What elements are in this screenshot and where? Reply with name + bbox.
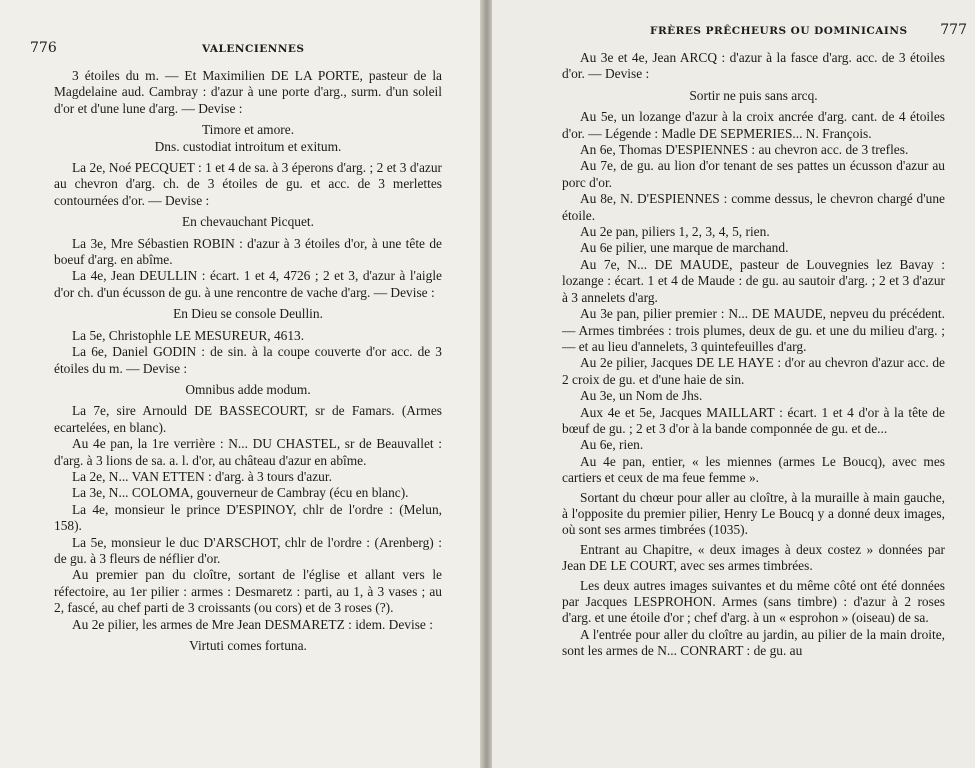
paragraph: Au 2e pilier, Jacques DE LE HAYE : d'or au chevron d'azur acc. de 2 croix de gu. et d'une haie de sin.	[562, 355, 945, 387]
right-page-number: 777	[940, 22, 967, 38]
paragraph: Au 3e pan, pilier premier : N... DE MAUDE, nepveu du précédent. — Armes timbrées : trois plumes, deux de gu. et une du milieu d'arg. ; — et au lieu d'annelets, 3 quintefeuilles d'arg.	[562, 306, 945, 354]
paragraph: La 3e, Mre Sébastien ROBIN : d'azur à 3 étoiles d'or, à une tête de boeuf d'arg. en abîme.	[54, 235, 442, 268]
paragraph: Au 4e pan, entier, « les miennes (armes Le Boucq), avec mes cartiers et ceux de ma feue femme ».	[562, 453, 945, 486]
left-page	[0, 0, 480, 768]
motto: En Dieu se console Deullin.	[173, 306, 323, 322]
paragraph: 3 étoiles du m. — Et Maximilien DE LA PORTE, pasteur de la Magdelaine aud. Cambray : d'azur à une porte d'arg., surm. d'un soleil d'or et d'une lune d'arg. — Devise :	[54, 68, 442, 116]
right-page	[492, 0, 975, 768]
paragraph: La 5e, monsieur le duc D'ARSCHOT, chlr de l'ordre : (Arenberg) : de gu. à 3 fleurs de néflier d'or.	[54, 534, 442, 566]
paragraph: La 7e, sire Arnould DE BASSECOURT, sr de Famars. (Armes ecartelées, en blanc).	[54, 403, 442, 435]
motto: Omnibus adde modum.	[185, 381, 311, 397]
motto: Timore et amore.	[201, 122, 295, 138]
paragraph: Au 6e pilier, une marque de marchand.	[580, 240, 789, 256]
paragraph: Aux 4e et 5e, Jacques MAILLART : écart. 1 et 4 d'or à la tête de bœuf de gu. ; 2 et 3 d'or à la bande componnée de gu. et de...	[562, 404, 945, 436]
right-running-title: FRÈRES PRÊCHEURS OU DOMINICAINS	[650, 25, 908, 37]
book-gutter	[480, 0, 492, 768]
right-text-body	[562, 50, 945, 660]
paragraph: La 4e, monsieur le prince D'ESPINOY, chlr de l'ordre : (Melun, 158).	[54, 501, 442, 534]
paragraph: Les deux autres images suivantes et du même côté ont été données par Jacques LESPROHON. Armes (sans timbre) : d'azur à 2 roses d'arg. et une étoile d'or ; chef d'arg. à un « esprohon » (oiseau) de sa.	[562, 577, 945, 626]
left-text-body	[54, 68, 442, 654]
paragraph: Au 3e et 4e, Jean ARCQ : d'azur à la fasce d'arg. acc. de 3 étoiles d'or. — Devise :	[562, 50, 945, 82]
paragraph: Au 5e, un lozange d'azur à la croix ancrée d'arg. cant. de 4 étoiles d'or. — Légende : Madle DE SEPMERIES... N. François.	[562, 109, 945, 141]
paragraph: La 2e, N... VAN ETTEN : d'arg. à 3 tours d'azur.	[72, 468, 332, 484]
right-running-head	[562, 22, 967, 42]
paragraph: Au 7e, de gu. au lion d'or tenant de ses pattes un écusson d'azur au porc d'or.	[562, 158, 945, 190]
left-page-number: 776	[30, 40, 57, 56]
motto: Virtuti comes fortuna.	[189, 638, 307, 653]
paragraph: Entrant au Chapitre, « deux images à deux costez » données par Jean DE LE COURT, avec ses armes timbrées.	[562, 541, 945, 574]
paragraph: Au 6e, rien.	[580, 437, 644, 453]
motto: Sortir ne puis sans arcq.	[689, 87, 818, 103]
paragraph: Au 2e pan, piliers 1, 2, 3, 4, 5, rien.	[580, 224, 770, 240]
paragraph: Au 8e, N. D'ESPIENNES : comme dessus, le chevron chargé d'une étoile.	[562, 191, 945, 223]
paragraph: An 6e, Thomas D'ESPIENNES : au chevron acc. de 3 trefles.	[580, 142, 909, 158]
paragraph: La 3e, N... COLOMA, gouverneur de Cambray (écu en blanc).	[72, 485, 409, 501]
paragraph: Au 4e pan, la 1re verrière : N... DU CHASTEL, sr de Beauvallet : d'arg. à 3 lions de sa. a. l. d'or, au château d'azur en abîme.	[54, 436, 442, 468]
paragraph: Au 2e pilier, les armes de Mre Jean DESMARETZ : idem. Devise :	[72, 616, 433, 632]
paragraph: Au 7e, N... DE MAUDE, pasteur de Louvegnies lez Bavay : lozange : écart. 1 et 4 de Maude : de gu. au sautoir d'arg. ; 2 et 3 d'azur à 3 annelets d'arg.	[562, 256, 945, 305]
paragraph: La 6e, Daniel GODIN : de sin. à la coupe couverte d'or acc. de 3 étoiles du m. — Devise :	[54, 344, 442, 376]
paragraph: La 2e, Noé PECQUET : 1 et 4 de sa. à 3 éperons d'arg. ; 2 et 3 d'azur au chevron d'arg. ch. de 3 étoiles de gu. et acc. de 3 merlettes contournées d'or. — Devise :	[54, 160, 442, 208]
left-running-head	[30, 40, 442, 60]
paragraph: La 5e, Christophle LE MESUREUR, 4613.	[72, 327, 305, 343]
paragraph: Au 3e, un Nom de Jhs.	[580, 388, 703, 404]
motto: Dns. custodiat introitum et exitum.	[154, 138, 342, 154]
paragraph: A l'entrée pour aller du cloître au jardin, au pilier de la main droite, sont les armes de N... CONRART : de gu. au	[562, 626, 945, 659]
left-running-title: VALENCIENNES	[202, 43, 305, 55]
paragraph: Sortant du chœur pour aller au cloître, à la muraille à main gauche, à l'opposite du premier pilier, Henry Le Boucq y a donné deux images, où sont ses armes timbrées (1035).	[562, 489, 945, 538]
paragraph: Au premier pan du cloître, sortant de l'église et allant vers le réfectoire, au 1er pilier : armes : Desmaretz : parti, au 1, à 3 vases ; au 2, fascé, au chef parti de 3 croissants (ou cors) et de 3 roses (?).	[54, 567, 442, 616]
paragraph: La 4e, Jean DEULLIN : écart. 1 et 4, 4726 ; 2 et 3, d'azur à l'aigle d'or ch. d'un écusson de gu. à une rencontre de vache d'arg. — Devise :	[54, 268, 442, 300]
motto: En chevauchant Picquet.	[182, 214, 314, 230]
